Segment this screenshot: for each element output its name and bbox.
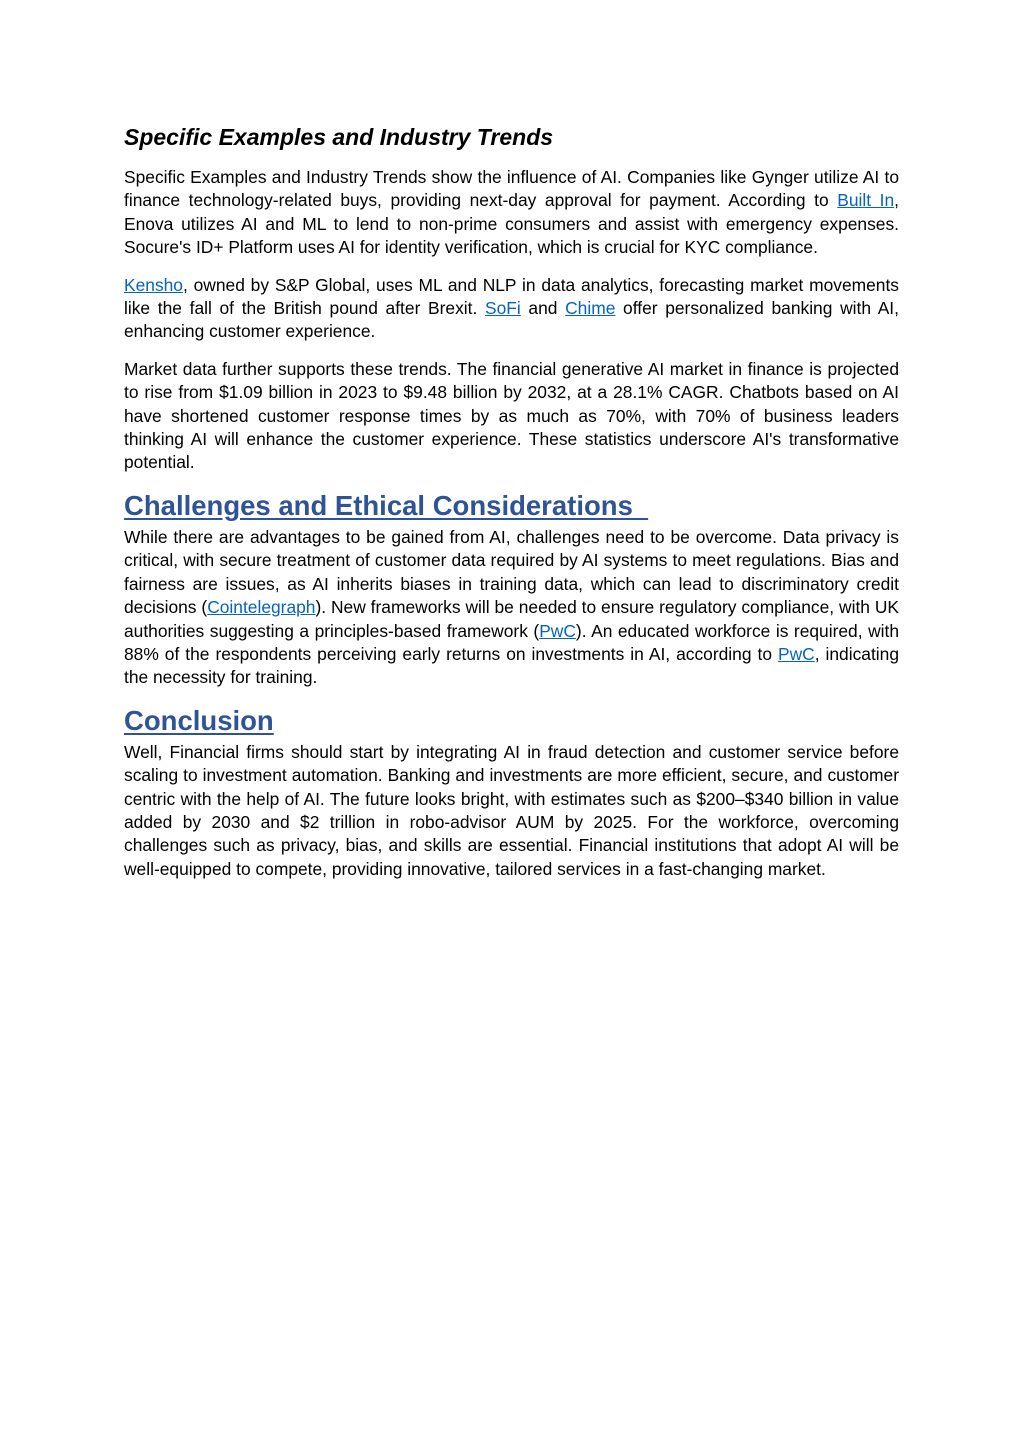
paragraph-text: ). An educated workforce is required, with 88% of the respondents perceiving early returns on investments in AI, according to [124, 620, 900, 664]
pwc-link-2[interactable]: PwC [777, 643, 815, 664]
paragraph-challenges [124, 526, 899, 690]
kensho-link[interactable]: Kensho [124, 274, 183, 295]
paragraph-text: , owned by S&P Global, uses ML and NLP in data analytics, forecasting market movements like the fall of the British pound after Brexit. [124, 274, 899, 319]
chime-link[interactable]: Chime [565, 298, 616, 319]
paragraph-text: and [520, 298, 566, 319]
paragraph-text: offer personalized banking with AI, enhancing customer experience. [124, 298, 899, 342]
document-page [124, 120, 899, 895]
cointelegraph-link[interactable]: Cointelegraph [207, 597, 316, 618]
paragraph-text: ). New frameworks will be needed to ensure regulatory compliance, with UK authorities suggesting a principles-based framework ( [124, 597, 899, 641]
built-in-link[interactable]: Built In [837, 190, 895, 211]
pwc-link[interactable]: PwC [539, 620, 576, 641]
paragraph-text: , indicating the necessity for training. [124, 643, 899, 688]
sofi-link[interactable]: SoFi [484, 298, 521, 319]
paragraph-text: , Enova utilizes AI and ML to lend to non-prime consumers and assist with emergency expenses. Socure's ID+ Platform uses AI for identity verification, which is crucial for KYC compliance. [124, 190, 899, 258]
section-heading-specific-examples: Specific Examples and Industry Trends [124, 124, 554, 150]
paragraph-examples-intro [124, 166, 899, 260]
paragraph-kensho [124, 274, 899, 344]
paragraph-market-data: Market data further supports these trends. The financial generative AI market in finance is projected to rise from $1.09 billion in 2023 to $9.48 billion by 2032, at a 28.1% CAGR. Chatbots based on AI have shortened customer response times by as much as 70%, with 70% of business leaders thinking AI will enhance the customer experience. These statistics underscore AI's transformative potential. [124, 358, 899, 473]
section-heading-conclusion: Conclusion [124, 704, 274, 736]
paragraph-text: Specific Examples and Industry Trends show the influence of AI. Companies like Gynger utilize AI to finance technology-related buys, providing next-day approval for payment. According to [124, 167, 899, 211]
paragraph-conclusion: Well, Financial firms should start by integrating AI in fraud detection and customer service before scaling to investment automation. Banking and investments are more efficient, secure, and customer centric with the help of AI. The future looks bright, with estimates such as $200–$340 billion in value added by 2030 and $2 trillion in robo-advisor AUM by 2025. For the workforce, overcoming challenges such as privacy, bias, and skills are essential. Financial institutions that adopt AI will be well-equipped to compete, providing innovative, tailored services in a fast-changing market. [124, 741, 899, 879]
section-heading-challenges: Challenges and Ethical Considerations [124, 489, 649, 521]
paragraph-text: While there are advantages to be gained from AI, challenges need to be overcome. Data privacy is critical, with secure treatment of customer data required by AI systems to meet regulations. Bias and fairness are issues, as AI inherits biases in training data, which can lead to discriminatory credit decisions ( [124, 526, 899, 618]
